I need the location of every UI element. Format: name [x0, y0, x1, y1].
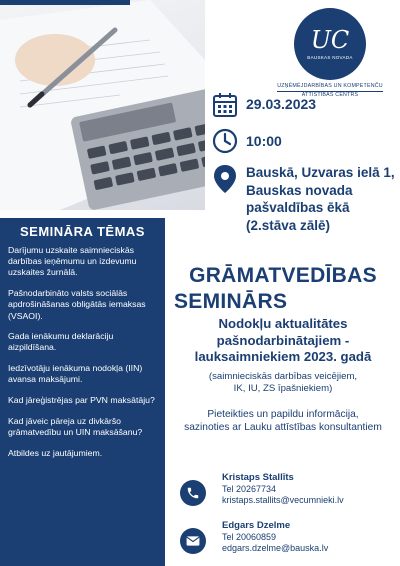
- apply-info: [170, 408, 396, 434]
- logo-line-2: ATTĪSTĪBAS CENTRS: [301, 91, 359, 98]
- event-location: [246, 164, 395, 234]
- location-pin-icon: [212, 164, 238, 194]
- topics-panel: [0, 218, 165, 566]
- seminar-subtitle: [170, 316, 396, 366]
- contact-details: [222, 472, 344, 507]
- contact-card: [180, 520, 328, 555]
- logo-monogram: UC: [310, 26, 350, 54]
- logo-line-1: UZŅĒMĒJDARBĪBAS UN KOMPETENČU: [277, 83, 383, 92]
- contact-email[interactable]: edgars.dzelme@bauska.lv: [222, 543, 329, 553]
- location-line: pašvaldības ēkā: [246, 200, 350, 215]
- contact-email[interactable]: kristaps.stallits@vecumnieki.lv: [222, 495, 344, 505]
- organization-logo: [262, 8, 398, 99]
- contact-phone[interactable]: Tel 20060859: [222, 531, 277, 542]
- top-accent-bar: [0, 0, 130, 5]
- topic-item: Gada ienākumu deklarāciju aizpildīšana.: [8, 331, 114, 353]
- subtitle-line: Nodokļu aktualitātes: [218, 316, 348, 331]
- envelope-icon: [180, 528, 206, 554]
- topic-item: Kad jāreģistrējas par PVN maksātāju?: [8, 395, 155, 406]
- topics-title: SEMINĀRA TĒMAS: [20, 224, 145, 239]
- contact-name: Kristaps Stallīts: [222, 472, 294, 483]
- topic-item: Pašnodarbināto valsts sociālās apdrošināšanas obligātās iemaksas (VSAOI).: [8, 288, 146, 321]
- seminar-title-block: [170, 264, 396, 434]
- phone-icon: [180, 480, 206, 506]
- contact-card: [180, 472, 344, 507]
- topic-item: Atbildes uz jautājumiem.: [8, 447, 103, 458]
- event-time: 10:00: [246, 133, 282, 149]
- apply-line: sazinoties ar Lauku attīstības konsultantiem: [184, 421, 382, 433]
- contact-details: [222, 520, 328, 555]
- topic-item: Darījumu uzskaite saimnieciskās darbības ieņēmumu un izdevumu uzskaites žurnālā.: [8, 245, 137, 278]
- logo-name: BAUSKAS NOVADA: [307, 55, 353, 60]
- event-date-row: [212, 92, 316, 118]
- clock-icon: [212, 128, 238, 154]
- hero-photo: [0, 0, 205, 210]
- subtitle-line: pašnodarbinātajiem -: [216, 332, 350, 348]
- logo-emblem: [294, 8, 366, 80]
- event-date: 29.03.2023: [246, 96, 317, 112]
- topic-item: Iedzīvotāju ienākuma nodokļa (IIN) avansa maksājumi.: [8, 363, 143, 385]
- calculator-pen-illustration: [0, 0, 205, 210]
- location-line: Bauskā, Uzvaras ielā 1,: [246, 165, 395, 180]
- contact-phone[interactable]: Tel 20267734: [222, 483, 277, 494]
- location-line: (2.stāva zālē): [246, 217, 331, 233]
- seminar-title-line-2: SEMINĀRS: [174, 290, 288, 313]
- subtitle-line: lauksaimniekiem 2023. gadā: [194, 349, 372, 364]
- note-line: (saimnieciskās darbības veicējiem,: [208, 370, 358, 382]
- audience-note: [170, 371, 396, 396]
- topic-item: Kad jāveic pāreja uz divkāršo grāmatvedību un UIN maksāšanu?: [8, 415, 143, 437]
- contact-name: Edgars Dzelme: [222, 520, 291, 531]
- calendar-icon: [212, 92, 238, 118]
- event-time-row: [212, 128, 282, 154]
- event-location-row: [212, 164, 395, 234]
- seminar-title-line-1: GRĀMATVEDĪBAS: [189, 264, 377, 287]
- note-line: IK, IU, ZS īpašniekiem): [233, 383, 333, 394]
- location-line: Bauskas novada: [246, 182, 353, 198]
- apply-line: Pieteikties un papildu informācija,: [207, 408, 359, 420]
